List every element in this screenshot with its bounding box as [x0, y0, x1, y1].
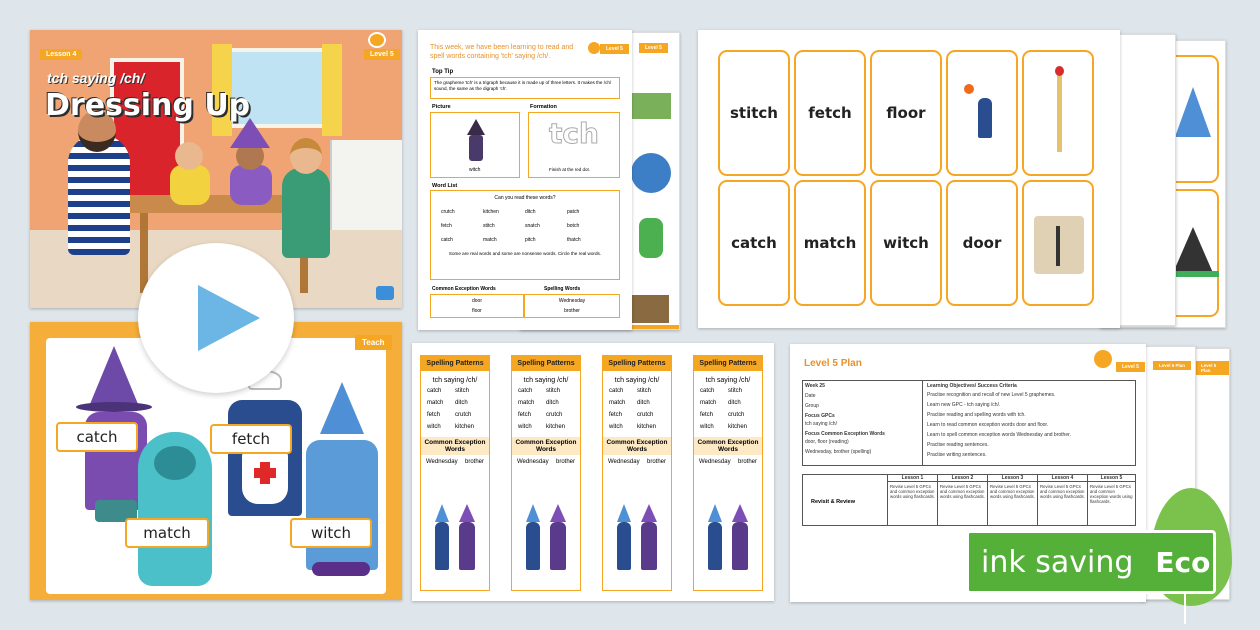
bm-ce-word: brother [555, 459, 575, 465]
bm-word: crutch [637, 412, 654, 418]
formation-title: Formation [530, 104, 557, 110]
girl-figure [230, 165, 272, 205]
bookmark-words [512, 388, 580, 430]
word-item: patch [567, 209, 580, 215]
father-figure [68, 135, 130, 255]
cew-title: Common Exception Words [432, 286, 496, 292]
objective-item: Learn new GPC - tch saying /ch/. [927, 402, 1001, 408]
bookmark-1 [420, 355, 490, 591]
bookmark-words [421, 388, 489, 430]
bookmark-4 [693, 355, 763, 591]
purple-hat-icon [90, 346, 138, 404]
curtain-right [322, 44, 342, 136]
bm-word: match [700, 400, 717, 406]
bookmark-header: Spelling Patterns [421, 356, 489, 371]
worksheet-page [418, 30, 632, 330]
word-item: catch [441, 237, 453, 243]
objective-item: Practise reading and spelling words with tch. [927, 412, 1026, 418]
bookmark-2 [511, 355, 581, 591]
lesson-cell: Revise Level 5 GPCs and common exception words using flashcards. [940, 484, 985, 499]
word-item: ditch [525, 209, 536, 215]
bookmark-3 [602, 355, 672, 591]
formation-glyph: tch [549, 117, 599, 150]
picture-box [430, 112, 520, 178]
witch-picture [467, 119, 485, 135]
bm-word: fetch [518, 412, 532, 418]
flashcard-door: door [946, 180, 1018, 306]
worksheet-back-level-tag: Level 5 [639, 43, 668, 53]
lesson-header: Lesson 3 [988, 475, 1037, 482]
top-tip-title: Top Tip [432, 69, 454, 75]
bm-word: ditch [637, 400, 650, 406]
mother-figure [282, 168, 330, 258]
word-item: kitchen [483, 209, 499, 215]
bookmark-sub: tch saying /ch/ [523, 377, 569, 384]
lesson-tag: Lesson 4 [40, 49, 82, 60]
lesson-cell: Revise Level 5 GPCs and common exception words using flashcards. [1040, 484, 1085, 499]
red-cross-bar [254, 468, 276, 478]
lesson-col-2 [937, 475, 987, 525]
lesson-cell: Revise Level 5 GPCs and common exception words using flashcards. [990, 484, 1035, 499]
bm-word: witch [609, 424, 623, 430]
word-item: botch [567, 223, 580, 229]
word-item: pitch [525, 237, 536, 243]
picture-title: Picture [432, 104, 451, 110]
plan-top-table [802, 380, 1136, 466]
flashcard-catch: catch [718, 180, 790, 306]
play-button[interactable] [138, 243, 294, 393]
word-item: snatch [525, 223, 540, 229]
eco-leaf-stem [1184, 594, 1186, 624]
word-label-match: match [125, 518, 209, 548]
formation-box [528, 112, 620, 178]
bm-word: catch [427, 388, 442, 394]
play-icon [198, 285, 260, 351]
slide-title: Dressing Up [45, 88, 251, 123]
girl-figure [550, 522, 566, 570]
bm-word: stitch [728, 388, 743, 394]
plan-row: Focus Common Exception Words [805, 431, 885, 437]
flashcard-fetch: fetch [794, 50, 866, 176]
bm-word: crutch [546, 412, 563, 418]
lesson-col-1 [887, 475, 937, 525]
bm-word: catch [700, 388, 715, 394]
flashcard-floor: floor [870, 50, 942, 176]
wizard-hat-icon [708, 504, 722, 522]
flashcard-witch: witch [870, 180, 942, 306]
bookmark-header: Spelling Patterns [694, 356, 762, 371]
girl-figure [641, 522, 657, 570]
bm-ce-word: brother [737, 459, 757, 465]
witch-hat-icon [459, 504, 475, 522]
plan-title: Level 5 Plan [804, 358, 862, 369]
stitch-line-icon [1056, 226, 1060, 266]
twinkl-logo [376, 286, 394, 300]
bm-word: kitchen [546, 424, 566, 430]
bm-word: fetch [700, 412, 714, 418]
bookmark-header: Spelling Patterns [512, 356, 580, 371]
plan-avatar [1094, 350, 1112, 368]
flashcard-match: match [794, 180, 866, 306]
top-tip-text: The grapheme 'tch' is a trigraph because it is made up of three letters. It makes the /ch/ sound, the same as the digraph 'ch'. [434, 80, 612, 91]
flashcard-stitch-picture [1022, 180, 1094, 306]
plan-row: tch saying /ch/ [805, 421, 837, 427]
bm-word: witch [700, 424, 714, 430]
bm-word: stitch [455, 388, 470, 394]
plan-left-column [803, 381, 923, 465]
bookmark-words [694, 388, 762, 430]
word-grid [431, 201, 619, 243]
picture-match-thumb-2 [631, 153, 671, 193]
bm-word: witch [427, 424, 441, 430]
bookmark-ce-title: Common Exception Words [421, 437, 489, 455]
plan-row: Wednesday, brother (spelling) [805, 449, 872, 455]
girl-figure [459, 522, 475, 570]
spelling-word: Wednesday [558, 298, 586, 304]
plan-row: Focus GPCs [805, 413, 835, 419]
wizard-hat-icon [435, 504, 449, 522]
word-item: fetch [441, 223, 452, 229]
bookmark-header: Spelling Patterns [603, 356, 671, 371]
plan-row-label: Revisit & Review [811, 499, 856, 505]
objective-item: Practise reading sentences. [927, 442, 989, 448]
lesson-col-5 [1087, 475, 1135, 525]
bm-ce-word: Wednesday [426, 459, 458, 465]
picture-match-thumb-1 [631, 93, 671, 119]
word-item: stitch [483, 223, 495, 229]
wizard-hat-icon [526, 504, 540, 522]
word-list-box [430, 190, 620, 280]
plan-week: Week 25 [805, 383, 825, 389]
wizard-hat-icon [320, 382, 364, 434]
bm-ce-word: Wednesday [517, 459, 549, 465]
ink-saving-text: ink saving [981, 544, 1134, 580]
bm-word: match [609, 400, 626, 406]
lesson-col-4 [1037, 475, 1087, 525]
flashcard-fetch-picture [946, 50, 1018, 176]
lesson-header: Lesson 2 [938, 475, 987, 482]
wizard-shoes [312, 562, 370, 576]
bm-word: kitchen [728, 424, 748, 430]
lesson-header: Lesson 5 [1088, 475, 1135, 482]
witch-hat-icon [732, 504, 748, 522]
spelling-word: brother [564, 308, 580, 314]
bm-ce-word: Wednesday [608, 459, 640, 465]
word-label-fetch: fetch [210, 424, 292, 454]
bm-word: catch [518, 388, 533, 394]
bm-word: catch [609, 388, 624, 394]
flashcard-match-picture [1022, 50, 1094, 176]
eco-text: Eco [1155, 545, 1211, 579]
bm-word: stitch [637, 388, 652, 394]
flashcard-stitch: stitch [718, 50, 790, 176]
word-item: match [483, 237, 497, 243]
top-tip-box [430, 77, 620, 99]
bookmark-ce-words [421, 455, 489, 469]
word-label-catch: catch [56, 422, 138, 452]
level-tag: Level 5 [364, 49, 400, 60]
girl-figure [732, 522, 748, 570]
match-stick-icon [1057, 72, 1062, 152]
bookmark-ce-title: Common Exception Words [694, 437, 762, 455]
plan-back-tag: Level 5 Plan [1195, 361, 1229, 375]
lesson-cell: Revise Level 5 GPCs and common exception words using flashcards. [890, 484, 935, 499]
objective-item: Learn to read common exception words door and floor. [927, 422, 1049, 428]
bm-word: crutch [728, 412, 745, 418]
bookmark-sub: tch saying /ch/ [705, 377, 751, 384]
spelling-title: Spelling Words [544, 286, 581, 292]
flashcards-back-1 [1118, 34, 1176, 326]
flashcards-page [698, 30, 1120, 328]
slide-subtitle: tch saying /ch/ [47, 70, 145, 86]
spelling-box [524, 294, 620, 318]
lesson-header: Lesson 4 [1038, 475, 1087, 482]
bm-word: match [427, 400, 444, 406]
bookmark-ce-words [603, 455, 671, 469]
boy-figure [526, 522, 540, 570]
objectives-title: Learning Objectives/ Success Criteria [927, 383, 1017, 389]
word-list-note: Some are real words and some are nonsense words. Circle the real words. [448, 251, 602, 256]
ink-saving-badge [966, 530, 1216, 594]
bm-word: crutch [455, 412, 472, 418]
bookmark-ce-title: Common Exception Words [512, 437, 580, 455]
picture-match-thumb-3 [639, 218, 663, 258]
witch-hat-icon [550, 504, 566, 522]
formation-caption: Finish at the red dot. [549, 167, 591, 172]
avatar-badge [368, 32, 386, 48]
bm-word: ditch [455, 400, 468, 406]
objective-item: Practise recognition and recall of new Level 5 graphemes. [927, 392, 1056, 398]
plan-row: Group [805, 403, 819, 409]
worksheet-level-tag: Level 5 [600, 44, 629, 54]
plan-back-tag: Level 5 Plan [1153, 361, 1191, 370]
bm-word: ditch [728, 400, 741, 406]
bookmark-sub: tch saying /ch/ [432, 377, 478, 384]
bm-word: kitchen [455, 424, 475, 430]
mother-head [290, 138, 322, 174]
word-label-witch: witch [290, 518, 372, 548]
word-item: thatch [567, 237, 581, 243]
bm-word: match [518, 400, 535, 406]
cew-word: floor [472, 308, 482, 314]
teach-tag: Teach [355, 335, 392, 350]
lesson-col-3 [987, 475, 1037, 525]
worksheet-intro: This week, we have been learning to read and spell words containing 'tch' saying /ch/. [430, 44, 574, 61]
bm-word: ditch [546, 400, 559, 406]
word-list-question: Can you read these words? [494, 195, 556, 201]
boy-figure [617, 522, 631, 570]
plan-row: door, floor (reading) [805, 439, 849, 445]
boy-figure [708, 522, 722, 570]
witch-hat-icon [1173, 227, 1213, 273]
plan-lessons-table [802, 474, 1136, 526]
wizard-hat-icon [1175, 87, 1211, 137]
bookmark-ce-words [512, 455, 580, 469]
wizard-robe [306, 440, 378, 570]
bm-ce-word: brother [464, 459, 484, 465]
witch-body [469, 135, 483, 161]
plan-row: Date [805, 393, 816, 399]
bm-ce-word: brother [646, 459, 666, 465]
word-item: crutch [441, 209, 455, 215]
word-list-title: Word List [432, 183, 458, 189]
bm-word: fetch [427, 412, 441, 418]
bookmark-ce-title: Common Exception Words [603, 437, 671, 455]
cew-word: door [471, 298, 482, 304]
plan-level-tag: Level 5 [1116, 362, 1145, 372]
witch-hat-icon [641, 504, 657, 522]
picture-caption: witch [469, 167, 481, 173]
bm-ce-word: Wednesday [699, 459, 731, 465]
worksheet-avatar [588, 42, 600, 54]
boy-figure [435, 522, 449, 570]
child-figure [978, 98, 992, 138]
bookmark-sub: tch saying /ch/ [614, 377, 660, 384]
cew-box [430, 294, 524, 318]
plan-objectives [927, 383, 1133, 458]
boy-head [175, 142, 203, 170]
picture-match-thumb-4 [629, 295, 669, 323]
wizard-hat-icon [617, 504, 631, 522]
bm-word: stitch [546, 388, 561, 394]
lesson-cell: Revise Level 5 GPCs and common exception words using flashcards. [1090, 484, 1133, 504]
monster-face [154, 446, 196, 480]
bm-word: fetch [609, 412, 623, 418]
bookmark-words [603, 388, 671, 430]
match-head-icon [1055, 66, 1064, 76]
bookmark-ce-words [694, 455, 762, 469]
objective-item: Learn to spell common exception words Wednesday and brother. [927, 432, 1071, 438]
objective-item: Practise writing sentences. [927, 452, 987, 458]
bm-word: kitchen [637, 424, 657, 430]
lesson-header: Lesson 1 [888, 475, 937, 482]
bm-word: witch [518, 424, 532, 430]
ball-icon [964, 84, 974, 94]
hat-brim [76, 402, 152, 412]
boy-figure [170, 165, 210, 205]
